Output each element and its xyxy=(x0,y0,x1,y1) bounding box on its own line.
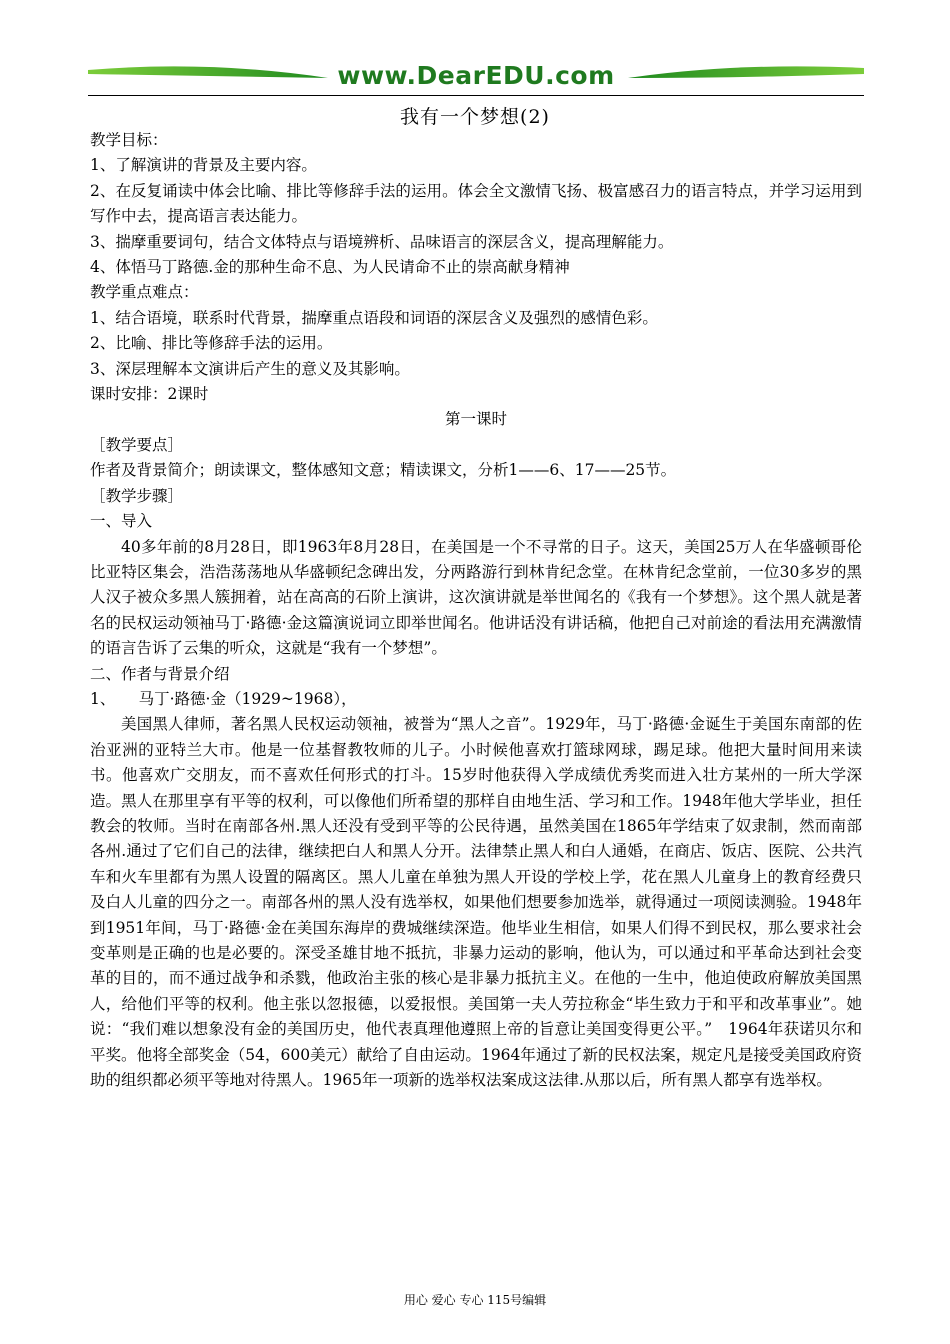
document-title: 我有一个梦想(2) xyxy=(400,106,550,128)
objective-item: 1、了解演讲的背景及主要内容。 xyxy=(90,156,317,175)
section-heading-background: 二、作者与背景介绍 xyxy=(90,664,230,683)
difficulty-item: 2、比喻、排比等修辞手法的运用。 xyxy=(90,334,333,353)
objective-item: 2、在反复诵读中体会比喻、排比等修辞手法的运用。体会全文激情飞扬、极富感召力的语言特点，并学习运用到写作中去，提高语言表达能力。 xyxy=(90,181,862,226)
difficulty-item: 3、深层理解本文演讲后产生的意义及其影响。 xyxy=(90,359,410,378)
author-paragraph: 美国黑人律师，著名黑人民权运动领袖，被誉为“黑人之音”。1929年，马丁·路德·金诞生于美国东南部的佐治亚洲的亚特兰大市。他是一位基督教牧师的儿子。小时候他喜欢打篮球网球，踢足球。他把大量时间用来读书。他喜欢广交朋友，而不喜欢任何形式的打斗。15岁时他获得入学成绩优秀奖而进入壮方某州的一所大学深造。黑人在那里享有平等的权利，可以像他们所希望的那样自由地生活、学习和工作。1948年他大学毕业，担任教会的牧师。当时在南部各州.黑人还没有受到平等的公民待遇，虽然美国在1865年学结束了奴隶制，然而南部各州.通过了它们自己的法律，继续把白人和黑人分开。法律禁止黑人和白人通婚，在商店、饭店、医院、公共汽车和火车里都有为黑人设置的隔离区。黑人儿童在单独为黑人开设的学校上学，花在黑人儿童身上的教育经费只及白人儿童的四分之一。南部各州的黑人没有选举权，如果他们想要参加选举，就得通过一项阅读测验。1948年到1951年间，马丁·路德·金在美国东海岸的费城继续深造。他毕业生相信，如果人们得不到民权，那么要求社会变革则是正确的也是必要的。深受圣雄甘地不抵抗，非暴力运动的影响，他认为，可以通过和平革命达到社会变革的目的，而不通过战争和杀戮，他政治主张的核心是非暴力抵抗主义。在他的一生中，他迫使政府解放美国黑人，给他们平等的权利。他主张以忽报德，以爱报恨。美国第一夫人劳拉称金“毕生致力于和平和改革事业”。她说：“我们难以想象没有金的美国历史，他代表真理他遵照上帝的旨意让美国变得更公平。” 1964年获诺贝尔和平奖。他将全部奖金（54，600美元）献给了自由运动。1964年通过了新的民权法案，规定凡是接受美国政府资助的组织都必须平等地对待黑人。1965年一项新的选举权法案成这法律.从那以后，所有黑人都享有选举权。 xyxy=(90,715,862,1090)
site-name: www.DearEDU.com xyxy=(337,61,615,90)
page-footer: 用心 爱心 专心 115号编辑 xyxy=(403,1293,547,1307)
difficulty-item: 1、结合语境，联系时代背景，揣摩重点语段和词语的深层含义及强烈的感情色彩。 xyxy=(90,308,658,327)
steps-label: ［教学步骤］ xyxy=(90,486,184,505)
section-heading-intro: 一、导入 xyxy=(90,512,153,531)
difficulties-heading: 教学重点难点： xyxy=(90,283,199,302)
objective-item: 4、体悟马丁路德.金的那种生命不息、为人民请命不止的崇高献身精神 xyxy=(90,258,570,277)
lesson-heading: 第一课时 xyxy=(444,410,507,429)
site-header-banner xyxy=(88,56,864,96)
author-line: 1、 马丁·路德·金（1929~1968）， xyxy=(90,689,357,708)
document-body xyxy=(90,128,862,1093)
header-rule xyxy=(88,95,864,96)
objectives-heading: 教学目标： xyxy=(90,131,168,149)
objective-item: 3、揣摩重要词句，结合文体特点与语境辨析、品味语言的深层含义，提高理解能力。 xyxy=(90,232,674,251)
key-points-text: 作者及背景简介；朗读课文，整体感知文意；精读课文，分析1——6、17——25节。 xyxy=(90,461,677,480)
intro-paragraph: 40多年前的8月28日，即1963年8月28日，在美国是一个不寻常的日子。这天，美国25万人在华盛顿哥伦比亚特区集会，浩浩荡荡地从华盛顿纪念碑出发，分两路游行到林肯纪念堂。在林肯纪念堂前，一位30多岁的黑人汉子被众多黑人簇拥着，站在高高的石阶上演讲，这次演讲就是举世闻名的《我有一个梦想》。这个黑人就是著名的民权运动领袖马丁·路德·金这篇演说词立即举世闻名。他讲话没有讲话稿，他把自己对前途的看法用充满激情的语言告诉了云集的听众，这就是“我有一个梦想”。 xyxy=(90,537,862,658)
key-points-label: ［教学要点］ xyxy=(90,435,184,454)
schedule-line: 课时安排：2课时 xyxy=(90,385,209,404)
